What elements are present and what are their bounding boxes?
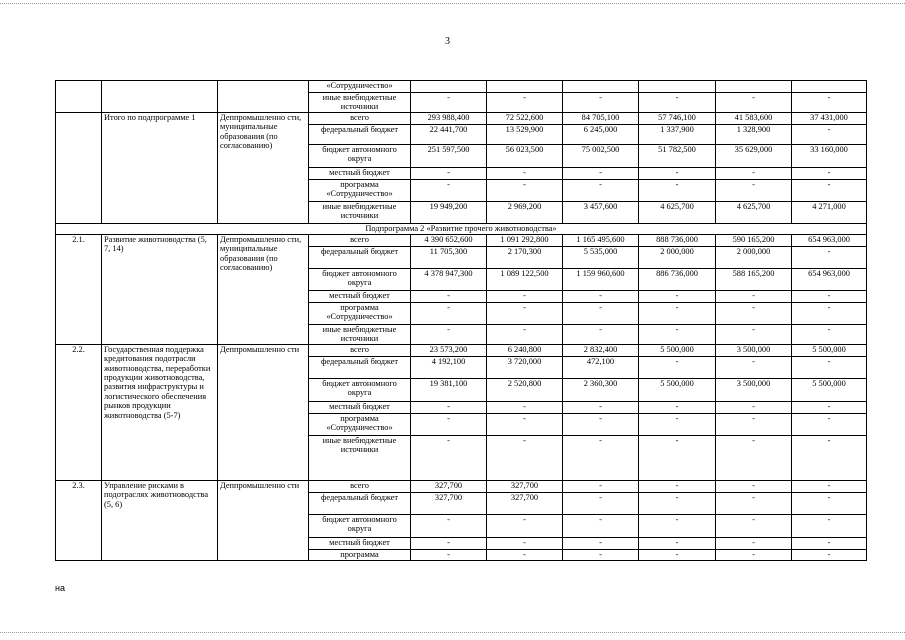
funding-source-cell: федеральный бюджет	[309, 492, 411, 514]
funding-source-cell: иные внебюджетные источники	[309, 93, 411, 113]
funding-source-cell: местный бюджет	[309, 168, 411, 180]
funding-source-cell: иные внебюджетные источники	[309, 325, 411, 345]
amount-cell: -	[792, 480, 867, 492]
activity-name-cell: Управление рисками в подотраслях животноводства (5, 6)	[102, 480, 218, 560]
amount-cell: -	[639, 303, 716, 325]
amount-cell: -	[792, 325, 867, 345]
amount-cell	[487, 81, 563, 93]
amount-cell: -	[716, 480, 792, 492]
amount-cell: -	[792, 180, 867, 202]
amount-cell: -	[792, 413, 867, 435]
amount-cell: -	[639, 480, 716, 492]
amount-cell: 5 535,000	[563, 247, 639, 269]
activity-name-cell	[102, 81, 218, 113]
amount-cell: -	[411, 537, 487, 549]
amount-cell: 1 165 495,600	[563, 235, 639, 247]
amount-cell: -	[792, 514, 867, 537]
amount-cell: -	[716, 492, 792, 514]
row-number-cell: 2.1.	[56, 235, 102, 345]
funding-source-cell: программа «Сотрудничество»	[309, 180, 411, 202]
amount-cell: -	[639, 492, 716, 514]
amount-cell: -	[411, 180, 487, 202]
table-row	[56, 81, 867, 93]
amount-cell: 327,700	[411, 492, 487, 514]
funding-source-cell: федеральный бюджет	[309, 125, 411, 145]
amount-cell: 51 782,500	[639, 145, 716, 168]
row-number-cell	[56, 81, 102, 113]
amount-cell: 588 165,200	[716, 269, 792, 291]
amount-cell: -	[487, 93, 563, 113]
table-row	[56, 480, 867, 492]
amount-cell: 84 705,100	[563, 113, 639, 125]
amount-cell: -	[639, 401, 716, 413]
amount-cell: 327,700	[411, 480, 487, 492]
amount-cell: -	[563, 435, 639, 480]
amount-cell: -	[639, 537, 716, 549]
amount-cell: -	[487, 435, 563, 480]
executor-cell: Деппромышленно сти, муниципальные образования (по согласованию)	[218, 235, 309, 345]
amount-cell: 35 629,000	[716, 145, 792, 168]
amount-cell: 4 271,000	[792, 202, 867, 224]
amount-cell: -	[716, 93, 792, 113]
amount-cell: 75 002,500	[563, 145, 639, 168]
amount-cell: 5 500,000	[792, 344, 867, 356]
amount-cell: 4 390 652,600	[411, 235, 487, 247]
funding-source-cell: бюджет автономного округа	[309, 514, 411, 537]
funding-source-cell: всего	[309, 344, 411, 356]
amount-cell: -	[411, 401, 487, 413]
amount-cell: -	[639, 435, 716, 480]
table-row	[56, 235, 867, 247]
funding-source-cell: местный бюджет	[309, 291, 411, 303]
amount-cell: -	[563, 492, 639, 514]
funding-source-cell: «Сотрудничество»	[309, 81, 411, 93]
amount-cell: 19 381,100	[411, 378, 487, 401]
executor-cell: Деппромышленно сти, муниципальные образования (по согласованию)	[218, 113, 309, 224]
funding-source-cell: программа	[309, 549, 411, 560]
funding-source-cell: местный бюджет	[309, 401, 411, 413]
amount-cell: -	[487, 291, 563, 303]
amount-cell: -	[639, 413, 716, 435]
amount-cell: 13 529,900	[487, 125, 563, 145]
amount-cell: -	[716, 325, 792, 345]
amount-cell: -	[792, 303, 867, 325]
amount-cell: -	[563, 537, 639, 549]
funding-source-cell: всего	[309, 235, 411, 247]
funding-source-cell: программа «Сотрудничество»	[309, 303, 411, 325]
amount-cell: -	[792, 168, 867, 180]
amount-cell: -	[563, 168, 639, 180]
amount-cell: -	[411, 303, 487, 325]
amount-cell: 33 160,000	[792, 145, 867, 168]
amount-cell: -	[563, 180, 639, 202]
amount-cell: -	[563, 549, 639, 560]
amount-cell: -	[639, 549, 716, 560]
amount-cell: -	[487, 401, 563, 413]
amount-cell: 6 240,800	[487, 344, 563, 356]
row-number-cell: 2.3.	[56, 480, 102, 560]
amount-cell: -	[716, 168, 792, 180]
amount-cell: -	[487, 537, 563, 549]
amount-cell: -	[639, 514, 716, 537]
funding-source-cell: федеральный бюджет	[309, 356, 411, 378]
amount-cell: -	[716, 180, 792, 202]
amount-cell: -	[487, 180, 563, 202]
scan-bottom-edge	[0, 632, 905, 633]
amount-cell: -	[716, 413, 792, 435]
amount-cell: 72 522,600	[487, 113, 563, 125]
amount-cell: -	[411, 413, 487, 435]
amount-cell: -	[411, 435, 487, 480]
amount-cell: -	[563, 93, 639, 113]
amount-cell: -	[716, 291, 792, 303]
amount-cell: -	[716, 549, 792, 560]
amount-cell: -	[639, 291, 716, 303]
amount-cell	[716, 81, 792, 93]
activity-name-cell: Развитие животноводства (5, 7, 14)	[102, 235, 218, 345]
funding-source-cell: всего	[309, 480, 411, 492]
amount-cell: 56 023,500	[487, 145, 563, 168]
amount-cell: -	[716, 435, 792, 480]
amount-cell: 2 520,800	[487, 378, 563, 401]
amount-cell: 654 963,000	[792, 269, 867, 291]
page-number: 3	[445, 36, 450, 47]
funding-source-cell: иные внебюджетные источники	[309, 202, 411, 224]
amount-cell: -	[563, 291, 639, 303]
executor-cell: Деппромышленно сти	[218, 344, 309, 480]
amount-cell: -	[487, 549, 563, 560]
amount-cell: 1 337,900	[639, 125, 716, 145]
amount-cell: 654 963,000	[792, 235, 867, 247]
amount-cell: 1 091 292,800	[487, 235, 563, 247]
footer-note: на	[55, 583, 65, 593]
amount-cell: 5 500,000	[792, 378, 867, 401]
amount-cell: 11 705,300	[411, 247, 487, 269]
amount-cell: -	[563, 480, 639, 492]
amount-cell: 22 441,700	[411, 125, 487, 145]
amount-cell: 3 720,000	[487, 356, 563, 378]
amount-cell: 5 500,000	[639, 344, 716, 356]
scan-top-edge	[0, 3, 905, 4]
amount-cell: -	[487, 413, 563, 435]
amount-cell	[563, 81, 639, 93]
amount-cell: -	[563, 303, 639, 325]
amount-cell: 472,100	[563, 356, 639, 378]
amount-cell: 590 165,200	[716, 235, 792, 247]
amount-cell: 41 583,600	[716, 113, 792, 125]
table-row	[56, 113, 867, 125]
executor-cell: Деппромышленно сти	[218, 480, 309, 560]
amount-cell: -	[563, 401, 639, 413]
amount-cell: -	[563, 413, 639, 435]
amount-cell: -	[487, 514, 563, 537]
amount-cell: -	[716, 514, 792, 537]
amount-cell: 2 170,300	[487, 247, 563, 269]
amount-cell: -	[487, 303, 563, 325]
amount-cell: 2 000,000	[716, 247, 792, 269]
amount-cell: -	[792, 247, 867, 269]
amount-cell: -	[411, 291, 487, 303]
amount-cell	[639, 81, 716, 93]
amount-cell: -	[639, 168, 716, 180]
row-number-cell	[56, 113, 102, 224]
amount-cell: 2 832,400	[563, 344, 639, 356]
subprogram-title: Подпрограмма 2 «Развитие прочего животноводства»	[56, 224, 867, 235]
amount-cell: 1 089 122,500	[487, 269, 563, 291]
amount-cell: 57 746,100	[639, 113, 716, 125]
amount-cell: -	[792, 492, 867, 514]
amount-cell: 1 159 960,600	[563, 269, 639, 291]
funding-source-cell: всего	[309, 113, 411, 125]
amount-cell: -	[411, 93, 487, 113]
amount-cell: 2 969,200	[487, 202, 563, 224]
amount-cell: -	[792, 125, 867, 145]
funding-source-cell: программа «Сотрудничество»	[309, 413, 411, 435]
amount-cell: -	[487, 325, 563, 345]
amount-cell: -	[563, 514, 639, 537]
amount-cell: -	[792, 549, 867, 560]
amount-cell	[411, 81, 487, 93]
executor-cell	[218, 81, 309, 113]
amount-cell: 3 500,000	[716, 378, 792, 401]
amount-cell: 19 949,200	[411, 202, 487, 224]
budget-table	[55, 80, 867, 561]
table-row	[56, 344, 867, 356]
amount-cell: 3 500,000	[716, 344, 792, 356]
funding-source-cell: бюджет автономного округа	[309, 378, 411, 401]
funding-source-cell: бюджет автономного округа	[309, 269, 411, 291]
funding-source-cell: местный бюджет	[309, 537, 411, 549]
amount-cell: 1 328,900	[716, 125, 792, 145]
amount-cell: -	[792, 435, 867, 480]
amount-cell: 3 457,600	[563, 202, 639, 224]
funding-source-cell: иные внебюджетные источники	[309, 435, 411, 480]
amount-cell: 6 245,000	[563, 125, 639, 145]
amount-cell: 2 000,000	[639, 247, 716, 269]
amount-cell: -	[411, 514, 487, 537]
amount-cell: 4 625,700	[716, 202, 792, 224]
funding-source-cell: бюджет автономного округа	[309, 145, 411, 168]
amount-cell: -	[639, 325, 716, 345]
amount-cell: -	[487, 168, 563, 180]
amount-cell: -	[792, 401, 867, 413]
amount-cell: -	[639, 180, 716, 202]
amount-cell: -	[716, 303, 792, 325]
amount-cell: 5 500,000	[639, 378, 716, 401]
amount-cell: 293 988,400	[411, 113, 487, 125]
amount-cell: -	[792, 537, 867, 549]
amount-cell: -	[411, 168, 487, 180]
amount-cell: -	[792, 291, 867, 303]
amount-cell: 4 192,100	[411, 356, 487, 378]
amount-cell: -	[792, 356, 867, 378]
subprogram-header-row	[56, 224, 867, 235]
amount-cell: -	[716, 356, 792, 378]
activity-name-cell: Итого по подпрограмме 1	[102, 113, 218, 224]
amount-cell: 4 625,700	[639, 202, 716, 224]
amount-cell: -	[716, 401, 792, 413]
activity-name-cell: Государственная поддержка кредитования подотрасли животноводства, переработки продукции животноводства, развития инфраструктуры и логистического обеспечения рынков продукции животноводства (5-7)	[102, 344, 218, 480]
amount-cell: -	[716, 537, 792, 549]
amount-cell: 886 736,000	[639, 269, 716, 291]
amount-cell: 327,700	[487, 480, 563, 492]
amount-cell: 2 360,300	[563, 378, 639, 401]
amount-cell: -	[563, 325, 639, 345]
funding-source-cell: федеральный бюджет	[309, 247, 411, 269]
amount-cell: 327,700	[487, 492, 563, 514]
amount-cell: -	[639, 93, 716, 113]
amount-cell: 251 597,500	[411, 145, 487, 168]
amount-cell: 4 378 947,300	[411, 269, 487, 291]
amount-cell: -	[411, 325, 487, 345]
amount-cell: -	[411, 549, 487, 560]
row-number-cell: 2.2.	[56, 344, 102, 480]
amount-cell: -	[639, 356, 716, 378]
amount-cell: 23 573,200	[411, 344, 487, 356]
amount-cell	[792, 81, 867, 93]
amount-cell: -	[792, 93, 867, 113]
amount-cell: 37 431,000	[792, 113, 867, 125]
amount-cell: 888 736,000	[639, 235, 716, 247]
